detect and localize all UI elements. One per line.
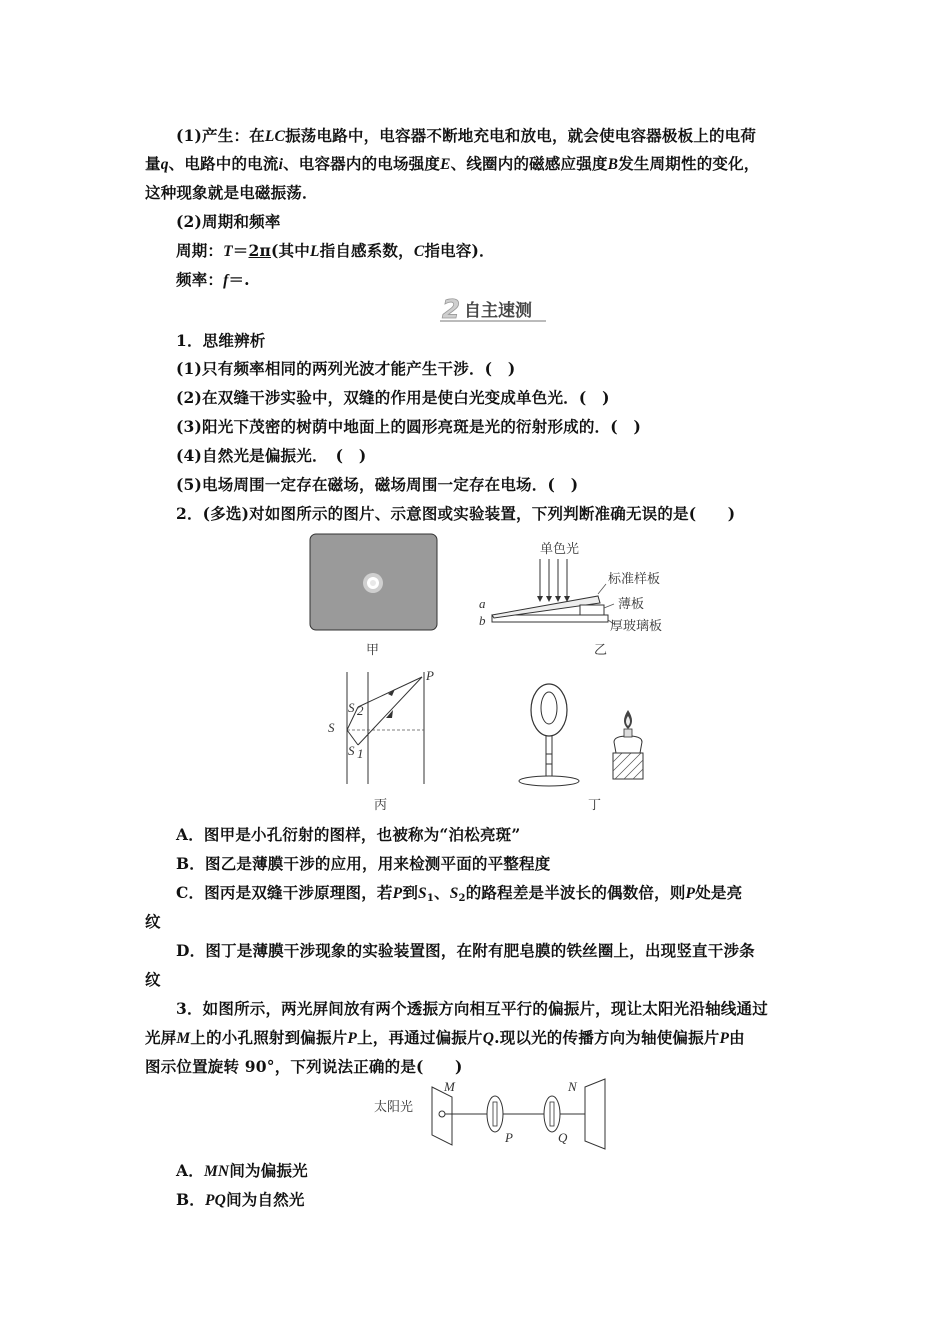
q1-item: (1)只有频率相同的两列光波才能产生干涉．( ) — [176, 359, 516, 378]
intro-period-line: 周期：T＝2π(其中L指自感系数，C指电容)． — [176, 241, 495, 260]
q1-item: (2)在双缝干涉实验中，双缝的作用是使白光变成单色光．( ) — [176, 388, 610, 407]
caption-jia: 甲 — [366, 643, 380, 658]
q1-item: (3)阳光下茂密的树荫中地面上的圆形亮斑是光的衍射形成的．( ) — [176, 417, 642, 436]
q1-item: (4)自然光是偏振光． ( ) — [176, 446, 367, 465]
label-mono-light: 单色光 — [540, 542, 580, 557]
section-banner — [440, 296, 546, 324]
label-S2: S — [348, 700, 355, 715]
figure-ding-soap-film — [519, 684, 643, 786]
q3-option-b: B．PQ间为自然光 — [176, 1190, 305, 1209]
q2-option-c: C．图丙是双缝干涉原理图，若P到$S_1$、$S_2$的路程差是半波长的偶数倍，则P处是亮 — [176, 883, 743, 904]
label-S2-sub: 2 — [357, 703, 364, 718]
q3-figure — [372, 1075, 612, 1155]
figure-jia-poisson-spot — [310, 534, 437, 630]
intro-frequency-line: 频率：f＝. — [176, 270, 250, 289]
q1-heading: 1．思维辨析 — [176, 331, 266, 350]
label-S1-sub: 1 — [357, 746, 364, 761]
q2-option-a: A．图甲是小孔衍射的图样，也被称为“泊松亮斑” — [176, 825, 521, 844]
figure-yi-thin-film — [492, 559, 614, 624]
label-thick-glass: 厚玻璃板 — [610, 619, 663, 634]
q2-option-d-cont: 纹 — [145, 970, 161, 989]
caption-yi: 乙 — [594, 643, 608, 658]
q3-line-1: 3．如图所示，两光屏间放有两个透振方向相互平行的偏振片，现让太阳光沿轴线通过 — [176, 999, 768, 1018]
q2-option-d: D．图丁是薄膜干涉现象的实验装置图，在附有肥皂膜的铁丝圈上，出现竖直干涉条 — [176, 941, 755, 960]
label-thin-plate: 薄板 — [618, 597, 645, 612]
figure-bing-double-slit — [347, 672, 424, 784]
label-Q: Q — [558, 1130, 568, 1145]
label-N: N — [568, 1079, 577, 1094]
section-title: 自主速测 — [464, 301, 532, 321]
q2-option-b: B．图乙是薄膜干涉的应用，用来检测平面的平整程度 — [176, 854, 551, 873]
caption-bing: 丙 — [374, 798, 388, 813]
label-sunlight: 太阳光 — [374, 1100, 414, 1115]
label-S: S — [328, 720, 335, 735]
q2-option-c-cont: 纹 — [145, 912, 161, 931]
polarizer-setup — [432, 1079, 605, 1149]
label-b: b — [479, 613, 486, 628]
intro-line-2: 量q、电路中的电流i、电容器内的电场强度E、线圈内的磁感应强度B发生周期性的变化， — [145, 154, 760, 173]
label-M: M — [444, 1079, 455, 1094]
caption-ding: 丁 — [588, 798, 602, 813]
intro-line-4: (2)周期和频率 — [176, 212, 281, 231]
q3-line-2: 光屏M上的小孔照射到偏振片P上，再通过偏振片Q.现以光的传播方向为轴使偏振片P由 — [145, 1028, 745, 1047]
label-a: a — [479, 596, 486, 611]
q2-figure — [300, 532, 700, 817]
q3-line-3: 图示位置旋转 90°，下列说法正确的是( ) — [145, 1057, 463, 1076]
intro-line-3: 这种现象就是电磁振荡． — [145, 183, 318, 202]
section-number: 2 — [442, 296, 461, 324]
q1-item: (5)电场周围一定存在磁场，磁场周围一定存在电场．( ) — [176, 475, 579, 494]
label-P: P — [505, 1130, 513, 1145]
q2-heading: 2．(多选)对如图所示的图片、示意图或实验装置，下列判断准确无误的是( ) — [176, 504, 736, 523]
q3-option-a: A．MN间为偏振光 — [176, 1161, 308, 1180]
intro-line-1: (1)产生：在LC振荡电路中，电容器不断地充电和放电，就会使电容器极板上的电荷 — [176, 126, 757, 145]
label-standard-plate: 标准样板 — [608, 572, 661, 587]
label-S1: S — [348, 743, 355, 758]
label-P: P — [426, 668, 434, 683]
